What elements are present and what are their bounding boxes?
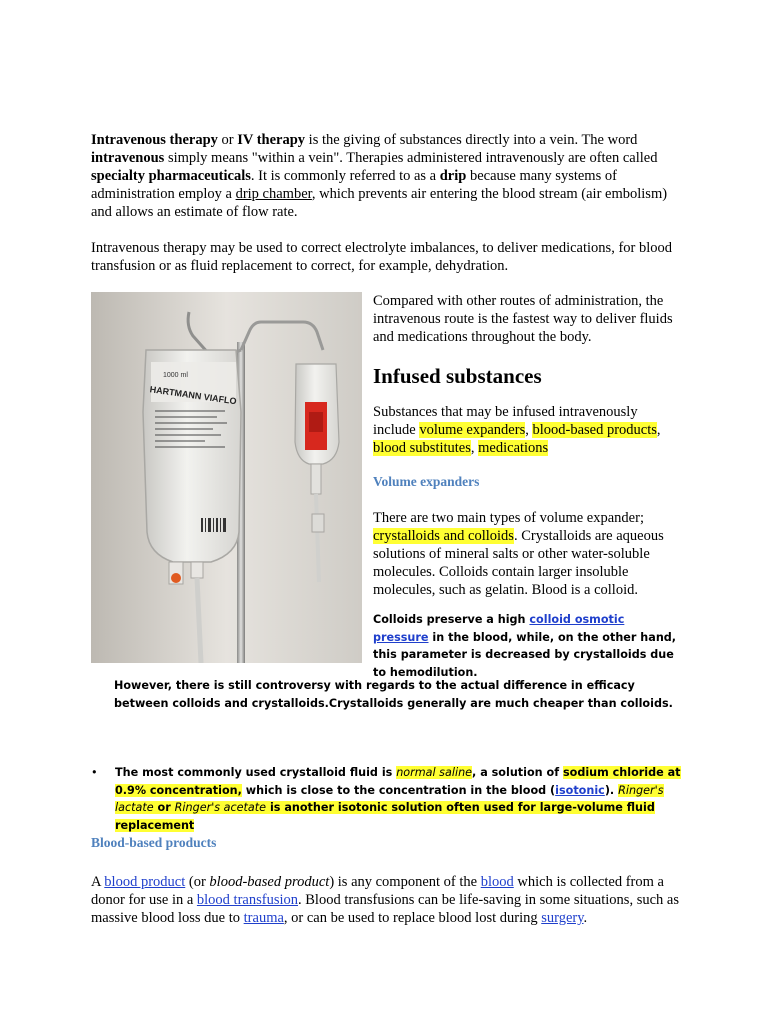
intro-text: . It is commonly referred to as a <box>250 168 440 184</box>
colloid-text: in the blood, while, on the other hand, this parameter is decreased by crystalloids due to hemodilution. <box>373 630 677 679</box>
separator: , <box>656 422 661 438</box>
link-blood-transfusion[interactable]: blood transfusion <box>196 892 298 908</box>
bullet-text-part: which is close to the concentration in the blood ( <box>241 783 556 797</box>
intro-text: because many systems of administration employ a <box>91 168 617 202</box>
iv-bag-illustration <box>91 292 362 663</box>
term-blood-based-product: blood-based product <box>209 874 330 890</box>
highlight-blood-substitutes: blood substitutes <box>373 440 471 456</box>
heading-volume-expanders: Volume expanders <box>373 474 480 489</box>
bullet-text-part: or <box>153 801 175 814</box>
colloid-paragraph <box>373 611 683 681</box>
blood-text: ) is any component of the <box>329 874 481 890</box>
term-intravenous-therapy: Intravenous therapy <box>91 132 218 148</box>
link-trauma[interactable]: trauma <box>243 910 284 926</box>
volume-text: . Crystalloids are aqueous solutions of mineral salts or other water-soluble molecules. Colloids contain larger insoluble molecules, such as gelatin. Blood is a colloid. <box>373 528 664 598</box>
blood-paragraph <box>91 873 691 927</box>
highlight-isotonic-solution: is another isotonic solution often used for large-volume fluid replacement <box>115 801 655 832</box>
heading-infused-substances: Infused substances <box>373 364 542 388</box>
term-iv-therapy: IV therapy <box>237 132 306 148</box>
separator: , <box>525 422 533 438</box>
bullet-marker: • <box>91 766 98 779</box>
bullet-text-part: The most commonly used crystalloid fluid is <box>115 766 397 779</box>
blood-text: A <box>91 874 105 890</box>
volume-paragraph <box>373 509 683 599</box>
highlight-ringers-lactate: Ringer's lactate <box>115 783 664 814</box>
link-colloid-osmotic-pressure[interactable]: colloid osmotic pressure <box>373 613 625 644</box>
highlight-crystalloids-colloids: crystalloids and colloids <box>373 528 514 544</box>
infused-paragraph <box>373 403 683 457</box>
highlight-normal-saline: normal saline <box>396 766 473 779</box>
list-item <box>91 764 691 834</box>
link-blood[interactable]: blood <box>480 874 514 890</box>
blood-text: . Blood transfusions can be life-saving in some situations, such as massive blood loss due to <box>91 892 679 926</box>
intro-text: is the giving of substances directly into a vein. The word <box>305 132 638 148</box>
intro-text: simply means "within a vein". Therapies administered intravenously are often called <box>164 150 658 166</box>
term-drip: drip <box>439 168 467 184</box>
blood-text: which is collected from a donor for use in a <box>91 874 664 908</box>
highlight-medications: medications <box>478 440 549 456</box>
bullet-text <box>115 764 681 834</box>
uses-paragraph: Intravenous therapy may be used to correct electrolyte imbalances, to deliver medications, for blood transfusion or as fluid replacement to correct, for example, dehydration. <box>91 240 672 274</box>
link-blood-product[interactable]: blood product <box>104 874 186 890</box>
bag-volume-label: 1000 ml <box>163 372 188 379</box>
bag-brand-label: HARTMANN VIAFLO <box>149 384 238 407</box>
volume-text: There are two main types of volume expander; <box>373 510 644 526</box>
infused-text: Substances that may be infused intravenously include <box>373 404 638 438</box>
bullet-text-part: , a solution of <box>472 766 563 779</box>
intro-paragraph <box>91 131 681 221</box>
term-intravenous: intravenous <box>91 150 165 166</box>
blood-text: , or can be used to replace blood lost during <box>283 910 542 926</box>
iv-bag-photo <box>91 292 362 663</box>
link-surgery[interactable]: surgery <box>541 910 584 926</box>
compared-paragraph: Compared with other routes of administration, the intravenous route is the fastest way to deliver fluids and medications throughout the body. <box>373 293 673 345</box>
bullet-text-part: ). <box>604 783 619 797</box>
blood-text: (or <box>185 874 210 890</box>
controversy-paragraph: However, there is still controversy with regards to the actual difference in efficacy between colloids and crystalloids.Crystalloids generally are much cheaper than colloids. <box>114 679 673 710</box>
highlight-sodium-chloride: sodium chloride at 0.9% concentration, <box>115 766 681 797</box>
highlight-volume-expanders: volume expanders <box>419 422 526 438</box>
heading-blood-based-products: Blood-based products <box>91 835 217 850</box>
highlight-ringers-acetate: Ringer's acetate <box>174 801 267 814</box>
highlight-blood-based-products: blood-based products <box>532 422 657 438</box>
intro-text: , which prevents air entering the blood stream (air embolism) and allows an estimate of flow rate. <box>91 186 668 220</box>
link-isotonic[interactable]: isotonic <box>555 783 605 797</box>
link-drip-chamber[interactable]: drip chamber <box>235 186 312 202</box>
blood-text: . <box>583 910 588 926</box>
separator: , <box>470 440 479 456</box>
colloid-text: Colloids preserve a high <box>373 613 530 626</box>
intro-text: or <box>217 132 238 148</box>
term-specialty-pharmaceuticals: specialty pharmaceuticals <box>91 168 251 184</box>
